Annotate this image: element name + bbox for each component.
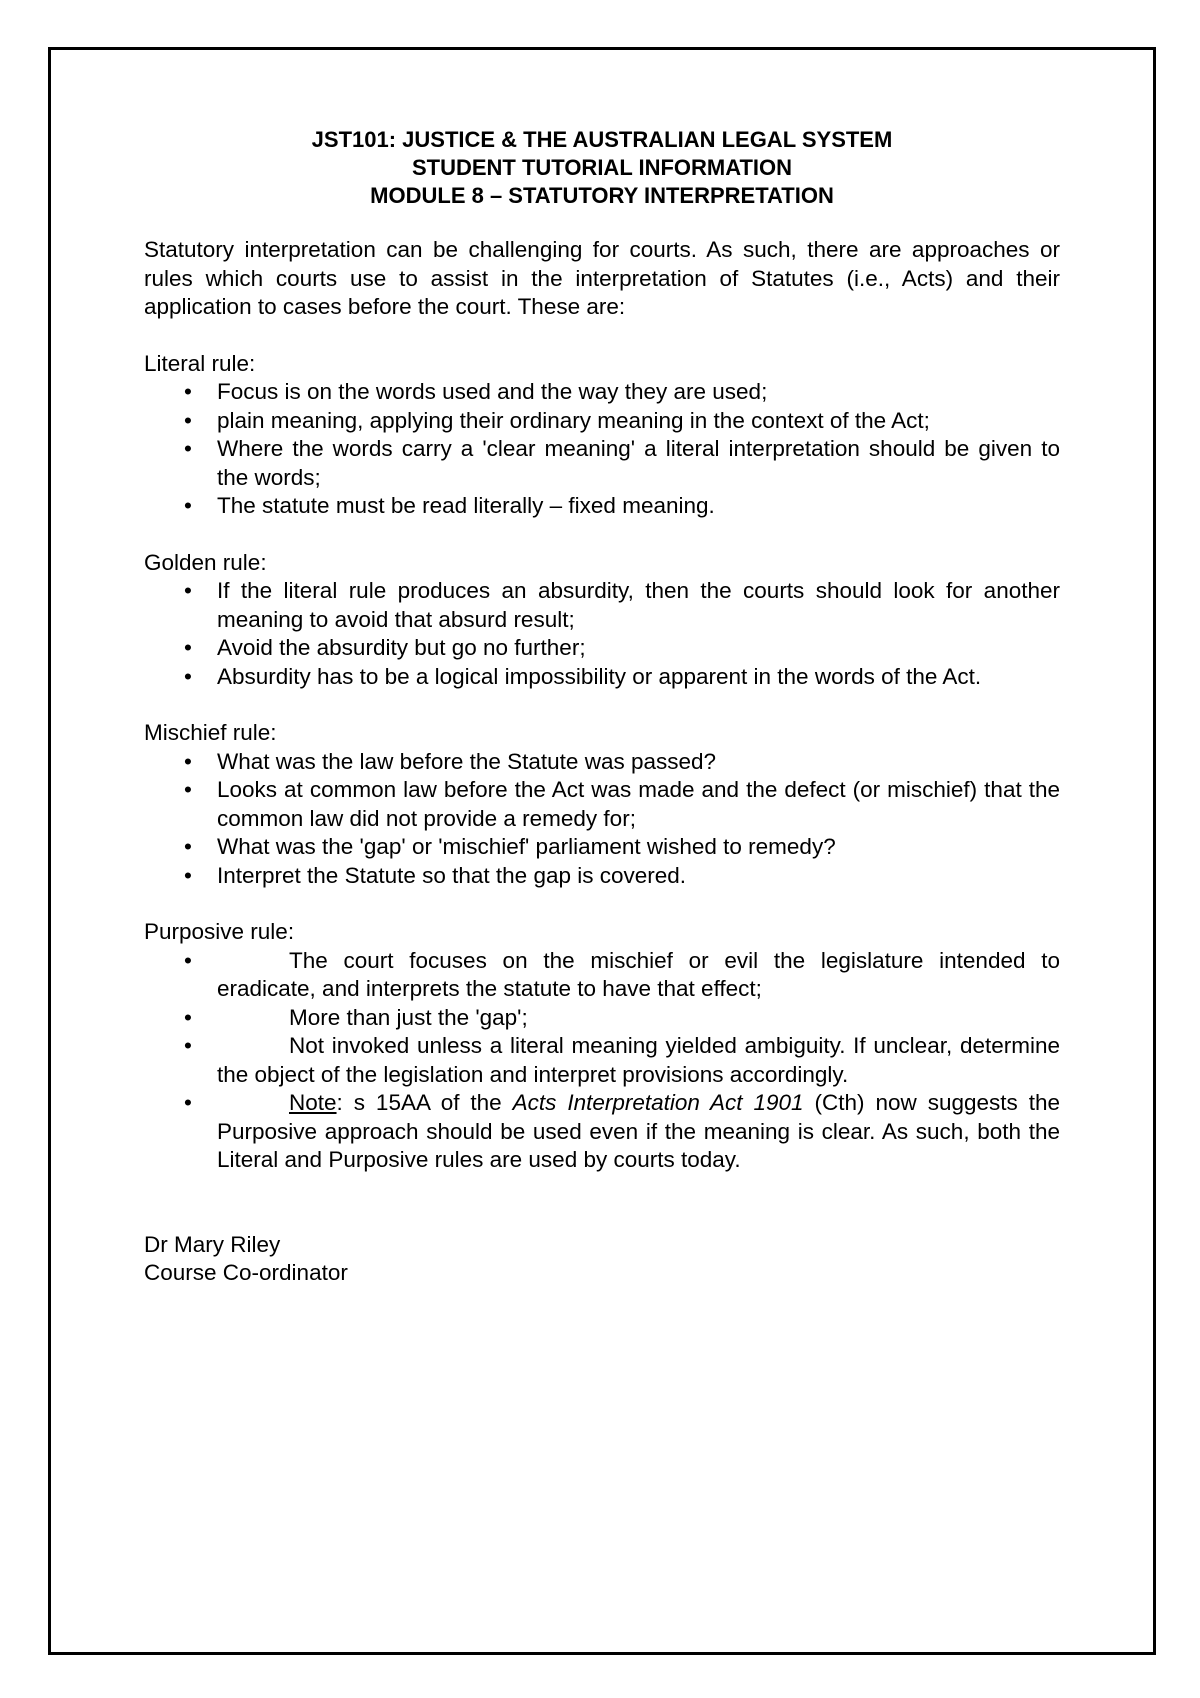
list-item [144, 577, 1060, 634]
list-item-text: What was the law before the Statute was passed? [217, 748, 717, 774]
signature-block [144, 1231, 1060, 1288]
list-item [144, 663, 1060, 692]
mischief-rule-list [144, 748, 1060, 891]
list-item-text: More than just the 'gap'; [289, 1004, 528, 1030]
bullet-icon: • [184, 635, 192, 660]
list-item-note [144, 1089, 1060, 1175]
note-text-before: : s 15AA of the [336, 1090, 513, 1115]
list-item [144, 1032, 1060, 1089]
bullet-icon: • [184, 1033, 192, 1058]
bullet-icon: • [184, 379, 192, 404]
section-purposive-rule [144, 918, 1060, 1175]
list-item-text: plain meaning, applying their ordinary meaning in the context of the Act; [217, 407, 930, 433]
bullet-icon: • [184, 862, 192, 888]
section-literal-rule [144, 350, 1060, 521]
list-item [144, 833, 1060, 862]
purposive-rule-list [144, 947, 1060, 1175]
bullet-icon: • [184, 493, 192, 518]
bullet-icon: • [184, 436, 192, 461]
list-item-text: What was the 'gap' or 'mischief' parliament wished to remedy? [217, 834, 836, 859]
list-item [144, 435, 1060, 492]
list-item-text: Focus is on the words used and the way they are used; [217, 379, 768, 404]
note-label: Note [289, 1090, 337, 1115]
list-item [144, 492, 1060, 521]
list-item-text: The statute must be read literally – fixed meaning. [217, 493, 715, 518]
list-item-text: Interpret the Statute so that the gap is covered. [217, 862, 687, 888]
section-mischief-rule [144, 719, 1060, 890]
bullet-icon: • [184, 663, 192, 689]
note-text-after: (Cth) now suggests the Purposive approach should be used even if the meaning is clear. As such, both the Literal and Purposive rules are used by courts today. [217, 1090, 1060, 1172]
list-item-text: Avoid the absurdity but go no further; [217, 635, 586, 660]
list-item [144, 634, 1060, 663]
bullet-icon: • [184, 947, 192, 973]
list-item-text: If the literal rule produces an absurdity, then the courts should look for another meaning to avoid that absurd result; [217, 578, 1060, 632]
section-title-mischief: Mischief rule: [144, 720, 277, 745]
bullet-icon: • [184, 1090, 192, 1115]
bullet-icon: • [184, 578, 192, 603]
section-title-golden: Golden rule: [144, 549, 267, 575]
list-item [144, 378, 1060, 407]
intro-paragraph: Statutory interpretation can be challenging for courts. As such, there are approaches or rules which courts use to assist in the interpretation of Statutes (i.e., Acts) and their application to cases before the court. These are: [144, 237, 1060, 319]
literal-rule-list [144, 378, 1060, 521]
list-item [144, 776, 1060, 833]
bullet-icon: • [184, 777, 192, 802]
title-line-course: JST101: JUSTICE & THE AUSTRALIAN LEGAL SYSTEM [311, 127, 893, 152]
section-title-literal: Literal rule: [144, 350, 256, 376]
act-name: Acts Interpretation Act 1901 [512, 1090, 804, 1115]
bullet-icon: • [184, 834, 192, 859]
list-item [144, 862, 1060, 891]
list-item-text: The court focuses on the mischief or evil the legislature intended to eradicate, and interprets the statute to have that effect; [217, 947, 1060, 1001]
list-item [144, 407, 1060, 436]
title-line-info: STUDENT TUTORIAL INFORMATION [411, 155, 793, 180]
list-item [144, 947, 1060, 1004]
list-item [144, 748, 1060, 777]
list-item-text: Not invoked unless a literal meaning yielded ambiguity. If unclear, determine the object of the legislation and interpret provisions accordingly. [217, 1033, 1060, 1087]
golden-rule-list [144, 577, 1060, 691]
document-title [144, 126, 1060, 210]
document-body [144, 126, 1060, 1288]
bullet-icon: • [184, 748, 192, 774]
signature-name: Dr Mary Riley [144, 1231, 281, 1257]
section-golden-rule [144, 549, 1060, 692]
list-item-text: Absurdity has to be a logical impossibility or apparent in the words of the Act. [217, 663, 982, 689]
bullet-icon: • [184, 1004, 192, 1030]
list-item-text: Looks at common law before the Act was made and the defect (or mischief) that the common law did not provide a remedy for; [217, 777, 1060, 831]
section-title-purposive: Purposive rule: [144, 919, 295, 944]
bullet-icon: • [184, 407, 192, 433]
signature-role: Course Co-ordinator [144, 1260, 348, 1285]
list-item-text: Where the words carry a 'clear meaning' a literal interpretation should be given to the words; [217, 436, 1060, 490]
title-line-module: MODULE 8 – STATUTORY INTERPRETATION [370, 183, 834, 208]
list-item [144, 1004, 1060, 1033]
